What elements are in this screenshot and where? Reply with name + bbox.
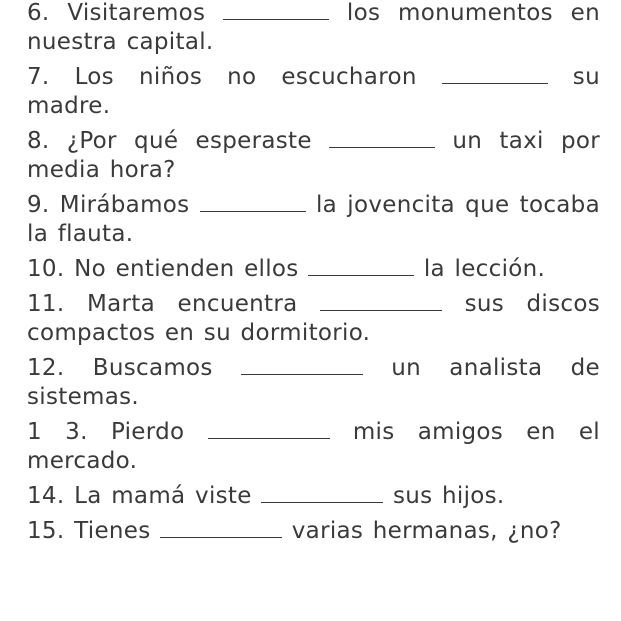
item-number: 10. xyxy=(27,256,65,282)
item-text-after: los monumentos en nuestra capital. xyxy=(27,0,600,55)
item-text-before: Mirábamos xyxy=(59,192,190,218)
item-text-before: ¿Por qué esperaste xyxy=(66,128,312,154)
exercise-item-13 xyxy=(27,418,600,476)
item-text-before: Pierdo xyxy=(110,419,185,445)
item-text-after: sus hijos. xyxy=(392,483,505,509)
item-text-before: Tienes xyxy=(74,518,151,544)
item-text-before: Buscamos xyxy=(92,355,213,381)
item-number: 8. xyxy=(27,128,50,154)
answer-blank xyxy=(200,191,306,212)
answer-blank xyxy=(208,418,330,439)
answer-blank xyxy=(223,0,329,20)
item-number: 15. xyxy=(27,518,65,544)
item-text-after: mis amigos en el mercado. xyxy=(27,419,600,474)
item-text-before: Marta encuentra xyxy=(87,291,298,317)
item-number: 11. xyxy=(27,291,65,317)
exercise-item-9 xyxy=(27,191,600,249)
answer-blank xyxy=(241,354,363,375)
item-number: 9. xyxy=(27,192,50,218)
item-text-before: La mamá viste xyxy=(74,483,252,509)
exercise-item-14 xyxy=(27,482,600,511)
item-number: 7. xyxy=(27,64,50,90)
exercise-item-6 xyxy=(27,0,600,57)
answer-blank xyxy=(160,517,282,538)
item-text-after: la jovencita que tocaba la flauta. xyxy=(27,192,600,247)
item-text-before: Los niños no escucharon xyxy=(74,64,417,90)
exercise-item-7 xyxy=(27,63,600,121)
item-text-after: varias hermanas, ¿no? xyxy=(291,518,562,544)
item-text-after: un taxi por media hora? xyxy=(27,128,600,183)
item-text-after: su madre. xyxy=(27,64,600,119)
exercise-item-8 xyxy=(27,127,600,185)
answer-blank xyxy=(261,482,383,503)
answer-blank xyxy=(442,63,548,84)
item-number: 6. xyxy=(27,0,50,26)
exercise-item-11 xyxy=(27,290,600,348)
item-text-after: sus discos compactos en su dormitorio. xyxy=(27,291,600,346)
answer-blank xyxy=(308,255,414,276)
item-number: 12. xyxy=(27,355,65,381)
item-text-before: No entienden ellos xyxy=(74,256,299,282)
exercise-item-12 xyxy=(27,354,600,412)
answer-blank xyxy=(329,127,435,148)
item-text-after: la lección. xyxy=(423,256,546,282)
item-number: 14. xyxy=(27,483,65,509)
exercise-item-15 xyxy=(27,517,600,546)
item-text-after: un analista de sistemas. xyxy=(27,355,600,410)
item-number: 1 3. xyxy=(27,419,88,445)
exercise-item-10 xyxy=(27,255,600,284)
answer-blank xyxy=(320,290,442,311)
exercise-sheet xyxy=(27,0,600,552)
item-text-before: Visitaremos xyxy=(67,0,206,26)
